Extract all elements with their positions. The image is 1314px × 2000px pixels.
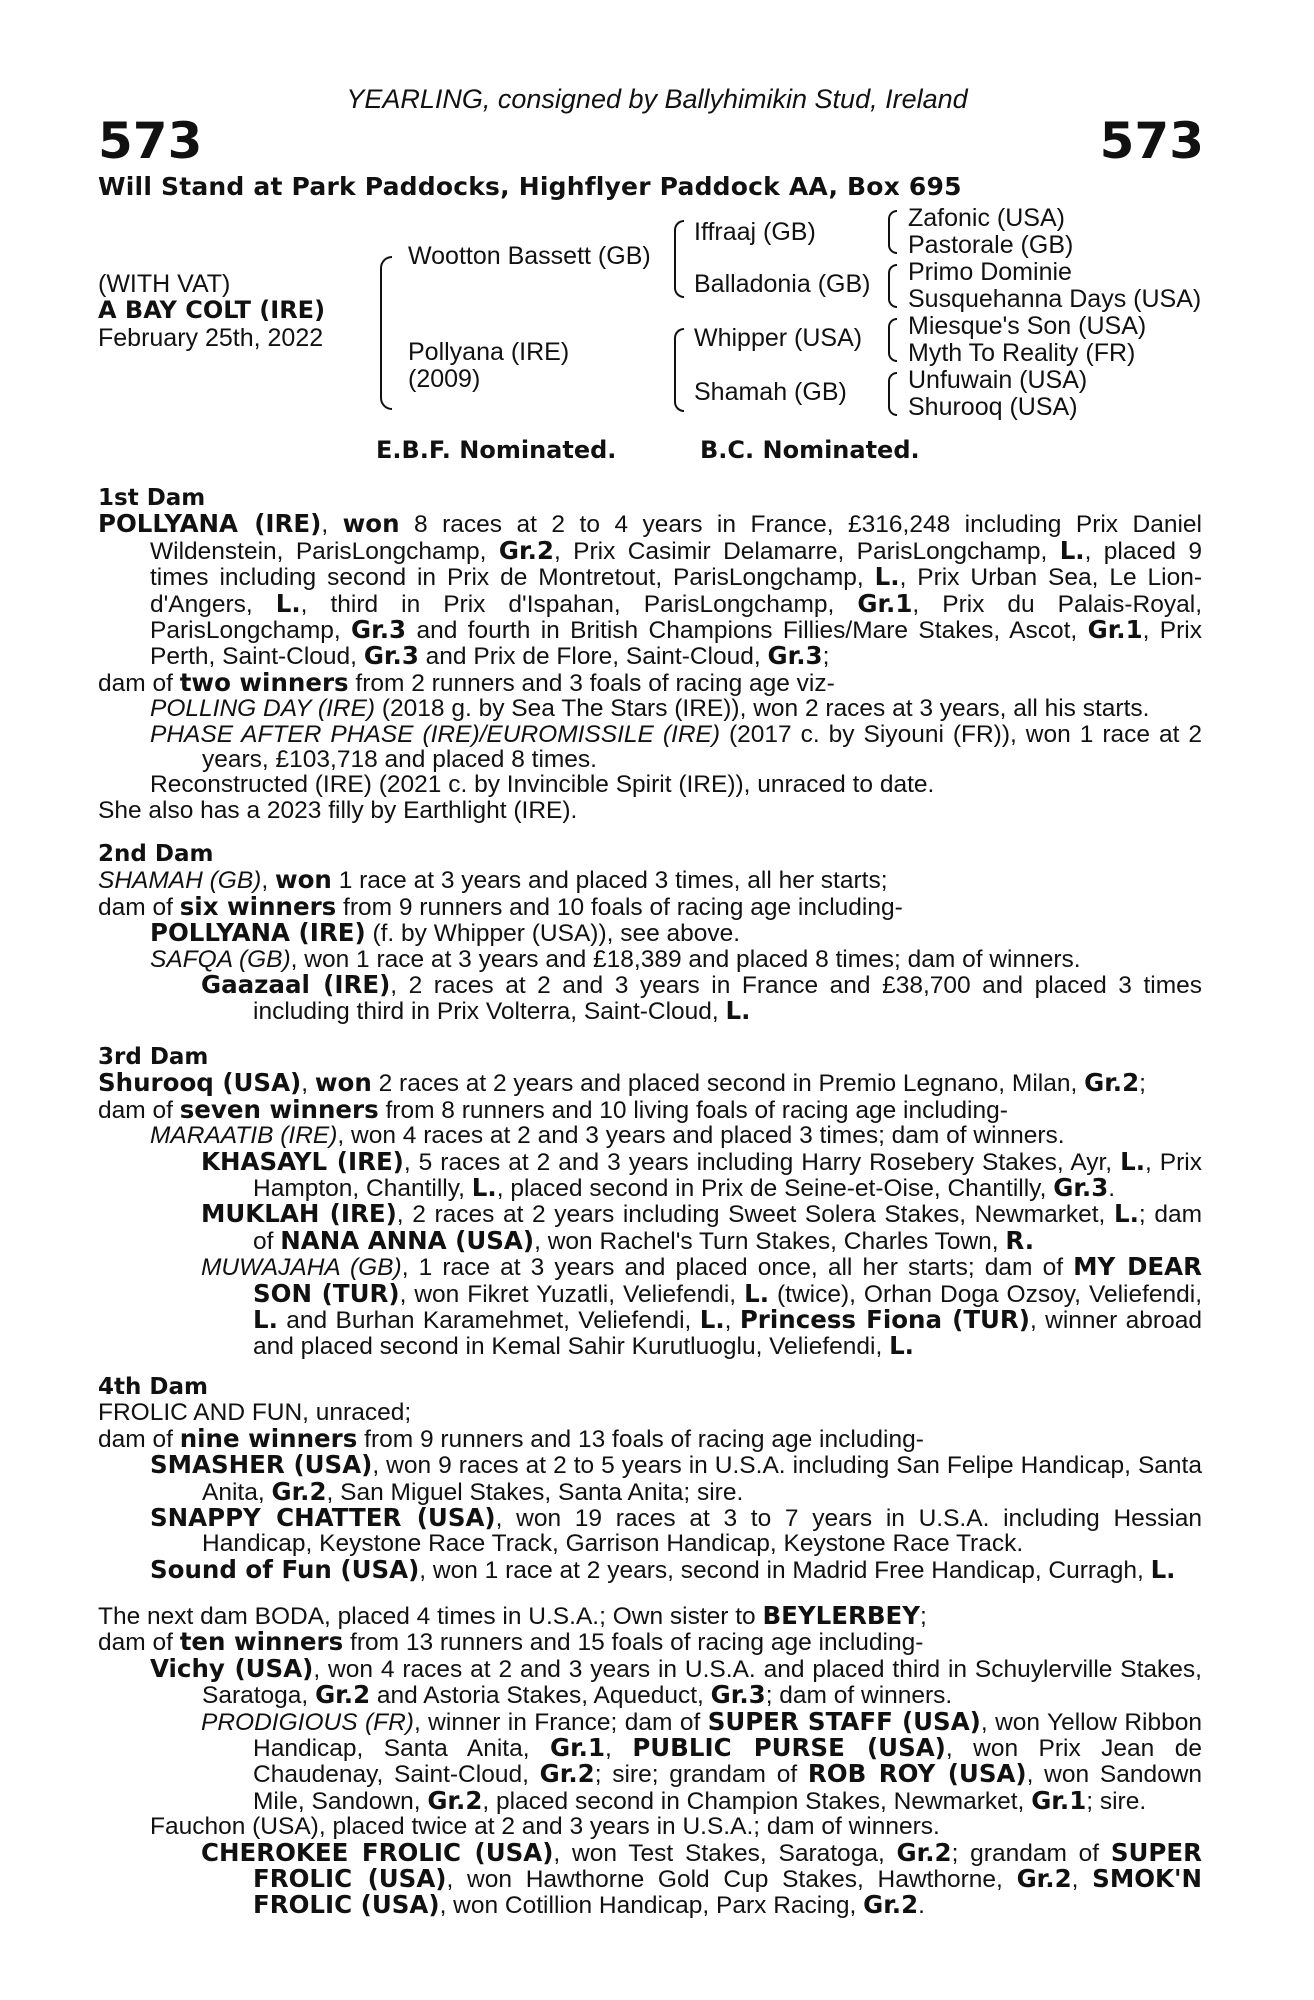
brace-ds bbox=[888, 318, 897, 362]
dam-sire: Whipper (USA) bbox=[694, 324, 863, 352]
sire: Wootton Bassett (GB) bbox=[408, 242, 651, 270]
produce-polling-day: POLLING DAY (IRE) (2018 g. by Sea The Stars (IRE)), won 2 races at 3 years, all his starts. bbox=[150, 695, 1150, 723]
produce-reconstructed: Reconstructed (IRE) (2021 c. by Invincible Spirit (IRE)), unraced to date. bbox=[150, 771, 935, 799]
third-dam-record: Shurooq (USA), won 2 races at 2 years and placed second in Premio Legnano, Milan, Gr.2; bbox=[98, 1068, 1146, 1098]
produce-fauchon: Fauchon (USA), placed twice at 2 and 3 years in U.S.A.; dam of winners. bbox=[150, 1813, 940, 1841]
brace-ss bbox=[888, 210, 897, 254]
lot-name: A BAY COLT (IRE) bbox=[98, 296, 326, 324]
first-dam-section bbox=[98, 486, 1202, 823]
ds-dam: Myth To Reality (FR) bbox=[908, 339, 1136, 367]
next-dam-section bbox=[98, 1603, 1202, 1919]
second-dam-section bbox=[98, 842, 1202, 1025]
fourth-dam-produce-summary: dam of nine winners from 9 runners and 13 foals of racing age including- bbox=[98, 1423, 924, 1453]
first-dam-heading: 1st Dam bbox=[98, 485, 206, 511]
produce-2023-filly: She also has a 2023 filly by Earthlight (IRE). bbox=[98, 796, 578, 824]
produce-pollyana: POLLYANA (IRE) (f. by Whipper (USA)), see above. bbox=[150, 918, 741, 948]
produce-maraatib: MARAATIB (IRE), won 4 races at 2 and 3 years and placed 3 times; dam of winners. bbox=[150, 1122, 1065, 1150]
brace-dam bbox=[674, 328, 684, 412]
third-dam-section bbox=[98, 1045, 1202, 1360]
sd-dam: Susquehanna Days (USA) bbox=[908, 285, 1202, 313]
first-dam-produce-summary: dam of two winners from 2 runners and 3 foals of racing age viz- bbox=[98, 667, 835, 697]
produce-phase-after-phase: PHASE AFTER PHASE (IRE)/EUROMISSILE (IRE) (2017 c. by Siyouni (FR)), won 1 race at 2 years, £103,718 and placed 8 times. bbox=[150, 720, 1202, 774]
date-of-birth: February 25th, 2022 bbox=[98, 324, 324, 352]
second-dam-heading: 2nd Dam bbox=[98, 841, 214, 867]
produce-muwajaha: MUWAJAHA (GB), 1 race at 3 years and placed once, all her starts; dam of MY DEAR SON (TUR), won Fikret Yuzatli, Veliefendi, L. (twice), Orhan Doga Ozsoy, Veliefendi, L. and Burhan Karamehmet, Veliefendi, L., Princess Fiona (TUR), winner abroad and placed second in Kemal Sahir Kurutluoglu, Veliefendi, L. bbox=[201, 1252, 1203, 1361]
brace-sire bbox=[674, 220, 684, 298]
ds-sire: Miesque's Son (USA) bbox=[908, 312, 1147, 340]
produce-snappy-chatter: SNAPPY CHATTER (USA), won 19 races at 3 to 7 years in U.S.A. including Hessian Handicap, Keystone Race Track, Garrison Handicap, Keystone Race Track. bbox=[150, 1503, 1202, 1558]
fourth-dam-section bbox=[98, 1375, 1202, 1583]
lot-number-left: 573 bbox=[98, 112, 203, 170]
dd-sire: Unfuwain (USA) bbox=[908, 366, 1088, 394]
ss-sire: Zafonic (USA) bbox=[908, 204, 1065, 232]
consignor-header: YEARLING, consigned by Ballyhimikin Stud, Ireland bbox=[346, 84, 968, 114]
bc-nomination: B.C. Nominated. bbox=[700, 436, 920, 464]
first-dam-record: POLLYANA (IRE), won 8 races at 2 to 4 years in France, £316,248 including Prix Daniel Wildenstein, ParisLongchamp, Gr.2, Prix Casimir Delamarre, ParisLongchamp, L., placed 9 times including second in Prix de Montretout, ParisLongchamp, L., Prix Urban Sea, Le Lion-d'Angers, L., third in Prix d'Ispahan, ParisLongchamp, Gr.1, Prix du Palais-Royal, ParisLongchamp, Gr.3 and fourth in British Champions Fillies/Mare Stakes, Ascot, Gr.1, Prix Perth, Saint-Cloud, Gr.3 and Prix de Flore, Saint-Cloud, Gr.3; bbox=[98, 509, 1203, 671]
fourth-dam-heading: 4th Dam bbox=[98, 1374, 208, 1400]
sd-sire: Primo Dominie bbox=[908, 258, 1072, 286]
ss-dam: Pastorale (GB) bbox=[908, 231, 1074, 259]
sire-sire: Iffraaj (GB) bbox=[694, 218, 816, 246]
vat-note: (WITH VAT) bbox=[98, 270, 231, 298]
dd-dam: Shurooq (USA) bbox=[908, 393, 1078, 421]
next-dam-produce-summary: dam of ten winners from 13 runners and 15 foals of racing age including- bbox=[98, 1627, 924, 1657]
ebf-nomination: E.B.F. Nominated. bbox=[376, 436, 617, 464]
produce-vichy: Vichy (USA), won 4 races at 2 and 3 years in U.S.A. and placed third in Schuylerville Stakes, Saratoga, Gr.2 and Astoria Stakes, Aqueduct, Gr.3; dam of winners. bbox=[150, 1653, 1202, 1710]
brace-main bbox=[380, 256, 392, 410]
dam-year: (2009) bbox=[408, 365, 481, 393]
fourth-dam-record: FROLIC AND FUN, unraced; bbox=[98, 1399, 412, 1427]
lot-number-right: 573 bbox=[1099, 112, 1204, 170]
brace-dd bbox=[888, 372, 897, 416]
next-dam-record: The next dam BODA, placed 4 times in U.S.A.; Own sister to BEYLERBEY; bbox=[98, 1601, 927, 1630]
produce-cherokee-frolic: CHEROKEE FROLIC (USA), won Test Stakes, Saratoga, Gr.2; grandam of SUPER FROLIC (USA), won Hawthorne Gold Cup Stakes, Hawthorne, Gr.2, SMOK'N FROLIC (USA), won Cotillion Handicap, Parx Racing, Gr.2. bbox=[201, 1837, 1203, 1920]
produce-gaazaal: Gaazaal (IRE), 2 races at 2 and 3 years in France and £38,700 and placed 3 times including third in Prix Volterra, Saint-Cloud, L. bbox=[201, 970, 1202, 1026]
second-dam-record: SHAMAH (GB), won 1 race at 3 years and placed 3 times, all her starts; bbox=[98, 865, 888, 895]
produce-khasayl: KHASAYL (IRE), 5 races at 2 and 3 years including Harry Rosebery Stakes, Ayr, L., Prix Hampton, Chantilly, L., placed second in Prix de Seine-et-Oise, Chantilly, Gr.3. bbox=[201, 1146, 1202, 1203]
sire-dam: Balladonia (GB) bbox=[694, 270, 871, 298]
produce-smasher: SMASHER (USA), won 9 races at 2 to 5 years in U.S.A. including San Felipe Handicap, Santa Anita, Gr.2, San Miguel Stakes, Santa Anita; sire. bbox=[150, 1450, 1202, 1506]
produce-safqa: SAFQA (GB), won 1 race at 3 years and £18,389 and placed 8 times; dam of winners. bbox=[150, 945, 1081, 973]
dam-dam: Shamah (GB) bbox=[694, 378, 847, 406]
third-dam-heading: 3rd Dam bbox=[98, 1044, 209, 1070]
second-dam-produce-summary: dam of six winners from 9 runners and 10 foals of racing age including- bbox=[98, 891, 903, 921]
third-dam-produce-summary: dam of seven winners from 8 runners and 10 living foals of racing age including- bbox=[98, 1094, 1008, 1124]
stand-location: Will Stand at Park Paddocks, Highflyer Paddock AA, Box 695 bbox=[98, 172, 962, 201]
produce-prodigious: PRODIGIOUS (FR), winner in France; dam of SUPER STAFF (USA), won Yellow Ribbon Handicap, Santa Anita, Gr.1, PUBLIC PURSE (USA), won Prix Jean de Chaudenay, Saint-Cloud, Gr.2; sire; grandam of ROB ROY (USA), won Sandown Mile, Sandown, Gr.2, placed second in Champion Stakes, Newmarket, Gr.1; sire. bbox=[201, 1706, 1203, 1815]
produce-muklah: MUKLAH (IRE), 2 races at 2 years including Sweet Solera Stakes, Newmarket, L.; dam of NANA ANNA (USA), won Rachel's Turn Stakes, Charles Town, R. bbox=[201, 1199, 1202, 1255]
dam-name: Pollyana (IRE) bbox=[408, 338, 570, 366]
produce-sound-of-fun: Sound of Fun (USA), won 1 race at 2 years, second in Madrid Free Handicap, Curragh, L. bbox=[150, 1554, 1176, 1584]
brace-sd bbox=[888, 264, 897, 308]
